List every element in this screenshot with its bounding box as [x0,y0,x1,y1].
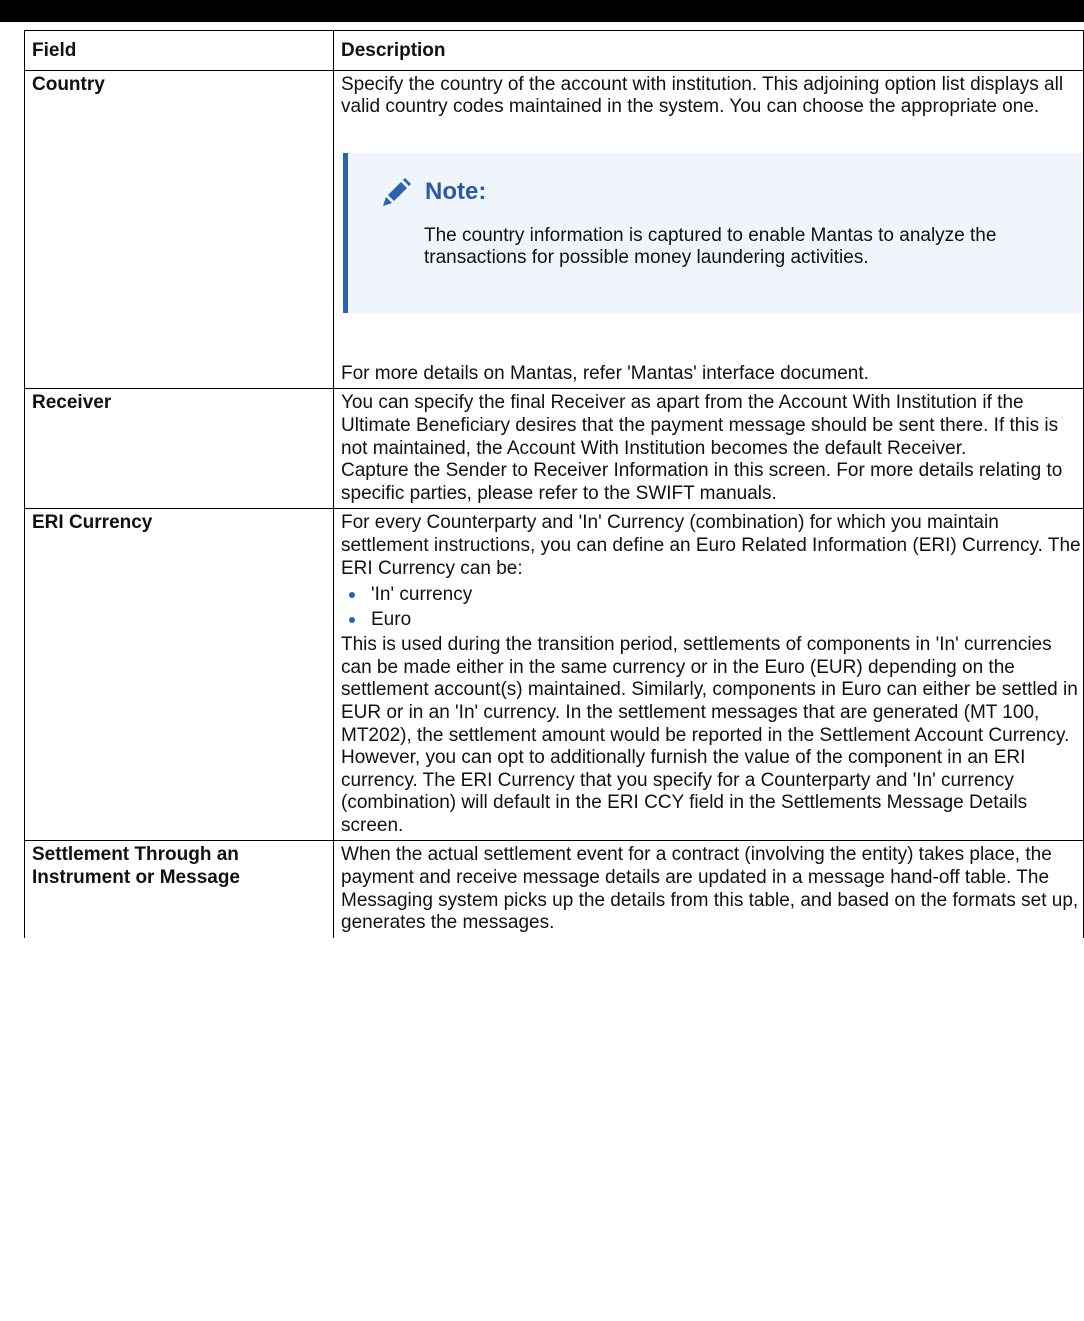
note-title: Note: [425,178,487,206]
description-text: This is used during the transition period, settlements of components in 'In' currencies can be made either in the same currency or in the Euro (EUR) depending on the settlement account(s) maintained. Similarly, components in Euro can either be settled in EUR or in an 'In' currency. In the settlement messages that are generated (MT 100, MT202), the settlement amount would be reported in the Settlement Account Currency. However, you can opt to additionally furnish the value of the component in an ERI currency. The ERI Currency that you specify for a Counterparty and 'In' currency (combination) will default in the ERI CCY field in the Settlements Message Details screen. [341,634,1078,836]
field-description [334,70,1084,389]
header-description: Description [334,31,1084,71]
field-name: ERI Currency [25,509,334,841]
field-description [334,509,1084,841]
field-name: Country [25,70,334,389]
bullet-item: 'In' currency [341,582,1083,607]
table-row [25,389,1084,509]
field-name: Settlement Through an Instrument or Message [25,841,334,938]
description-text: Specify the country of the account with institution. This adjoining option list displays all valid country codes maintained in the system. You can choose the appropriate one. [341,73,1064,118]
pencil-icon [381,178,411,208]
field-description [334,389,1084,509]
description-text: You can specify the final Receiver as apart from the Account With Institution if the Ultimate Beneficiary desires that the payment message should be sent there. If this is not maintained, the Account With Institution becomes the default Receiver. [341,392,1059,459]
table-header-row [25,31,1084,71]
table-row [25,509,1084,841]
header-field: Field [25,31,334,71]
table-row [25,70,1084,389]
bullet-list [341,582,1083,632]
note-text: The country information is captured to enable Mantas to analyze the transactions for possible money laundering activities. [424,224,997,269]
description-text: Capture the Sender to Receiver Information in this screen. For more details relating to specific parties, please refer to the SWIFT manuals. [341,460,1063,504]
top-rule [0,0,1084,22]
description-text: For every Counterparty and 'In' Currency (combination) for which you maintain settlement instructions, you can define an Euro Related Information (ERI) Currency. The ERI Currency can be: [341,512,1081,579]
bullet-item: Euro [341,607,1083,632]
table-row [25,841,1084,938]
field-description-table [24,30,1084,938]
field-name: Receiver [25,389,334,509]
note-box [343,153,1083,313]
description-text: For more details on Mantas, refer 'Mantas' interface document. [341,362,869,384]
note-heading [381,173,1063,213]
description-text: When the actual settlement event for a contract (involving the entity) takes place, the payment and receive message details are updated in a message hand-off table. The Messaging system picks up the details from this table, and based on the formats set up, generates the messages. [341,844,1079,934]
field-description [334,841,1084,938]
